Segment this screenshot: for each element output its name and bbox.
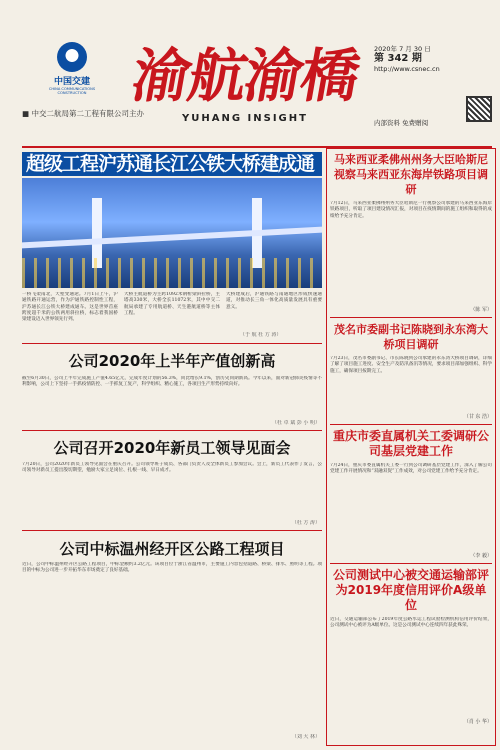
story2-title: 茂名市委副书记陈晓到永东湾大桥项目调研: [334, 323, 488, 351]
right-column: [330, 152, 492, 725]
section1-author: （杜 卓 斌 彭 小 明）: [272, 420, 320, 426]
lead-col-3: 大桥建成后，沪通铁路与南通地区形成快速通道，对推动长三角一体化高质量发展具有重要意义。: [226, 292, 322, 310]
section-divider: [22, 530, 322, 531]
masthead: [0, 0, 500, 150]
newspaper-title-en: YUHANG INSIGHT: [182, 113, 308, 124]
story3-title: 重庆市委直属机关工委调研公司基层党建工作: [332, 429, 489, 458]
city-lights: [22, 258, 322, 288]
story-divider: [330, 563, 492, 564]
issue-note: 内部资料 免费赠阅: [374, 119, 429, 127]
story4-title: 公司测试中心被交通运输部评为2019年度信用评价A级单位: [332, 568, 489, 612]
story-divider: [330, 424, 492, 425]
lead-author: （于 航 杜 方 涛）: [240, 332, 282, 338]
section-divider: [22, 343, 322, 344]
story-divider: [330, 317, 492, 318]
story3-body: 7月24日，重庆市委直属机关工委一行到公司调研基层党建工作，深入了解公司党建工作开展情况和“双融双促”工作成效，对公司党建工作给予充分肯定。: [330, 463, 492, 475]
story3-author: （李 毅）: [470, 553, 492, 559]
website-link[interactable]: http://www.csnec.cn: [374, 65, 440, 73]
section1-body: 截至6月30日，公司上半年完成施工产值4.65亿元，完成年度计划的56.3%，同比增长9.1%，创历史同期新高。今年以来，面对新冠肺炎疫情等不利影响，公司上下坚持一手抓疫情防控、一手抓复工复产，科学组织、精心施工，各项目生产形势持续向好。: [22, 376, 322, 388]
section3-title: 公司中标温州经开区公路工程项目: [59, 540, 285, 558]
lead-col-2: 大桥主航道桥为主跨1092米钢桁梁斜拉桥，主塔高330米，大桥全长11072米，其中中交二航局承建了专用航道桥、天生港航道桥等主体工程。: [124, 292, 220, 316]
lead-col-1: 一桥飞架南北，天堑变通途。7月1日上午，沪通铁路开通运营，作为沪通铁路控制性工程，沪苏通长江公铁大桥建成通车。这是世界首座跨度超千米的公铁两用斜拉桥，标志着我国桥梁建设迈入世界领先行列。: [22, 292, 118, 323]
logo-cn-text: 中国交建: [53, 77, 90, 87]
issue-date: 2020年 7 月 30 日: [374, 45, 431, 53]
section3-body: 近日，公司中标温州经开区公路工程项目，中标金额约3.2亿元。该项目位于浙江省温州市，主要施工内容包括道路、桥梁、排水、照明等工程。项目的中标为公司进一步开拓华东市场奠定了良好基础。: [22, 562, 322, 574]
company-logo: [34, 42, 110, 95]
bridge-deck: [22, 225, 322, 250]
story1-author: （陈 军）: [470, 307, 492, 313]
logo-en-text: CHINA COMMUNICATIONS CONSTRUCTION: [48, 87, 96, 95]
section-divider: [22, 430, 322, 431]
issue-info: [374, 44, 494, 74]
story4-author: （肖 小 华）: [463, 719, 492, 725]
story4-body: 近日，交通运输部公布了2019年度公路水运工程试验检测机构信用评价结果，公司测试中心被评为A级单位。这是公司测试中心连续四年获此殊荣。: [330, 617, 492, 629]
qr-code-icon: [466, 96, 492, 122]
bridge-photo: [22, 178, 322, 288]
sponsor-line: ■ 中交二航局第二工程有限公司主办: [22, 109, 144, 118]
ccc-logo-icon: [57, 42, 87, 72]
story2-author: （甘 东 浩）: [463, 414, 492, 420]
story1-title: 马来西亚柔佛州州务大臣哈斯尼视察马来西亚东海岸铁路项目调研: [334, 153, 488, 196]
lead-headline: 超级工程沪苏通长江公铁大桥建成通: [22, 152, 322, 176]
section3-author: （刘 大 林）: [291, 734, 320, 740]
newspaper-title: 渝航渝橋: [127, 42, 364, 110]
section1-title: 公司2020年上半年产值创新高: [68, 352, 276, 370]
section2-title: 公司召开2020年新员工领导见面会: [53, 439, 291, 457]
story2-body: 7月23日，茂名市委副书记、市长陈晓到公司承建的永东湾大桥项目调研，详细了解了项目施工进度、安全生产及防汛备汛等情况，要求项目部加强组织、科学施工，确保项目按期完工。: [330, 356, 492, 374]
section2-body: 7月20日，公司2020年新员工领导见面会在重庆召开。公司领导班子成员、各部门负责人及全体新员工参加会议。会上，新员工代表作了发言，公司领导对新员工提出殷切期望，勉励大家立足岗位、扎根一线、早日成才。: [22, 462, 322, 474]
story1-body: 7月12日，马来西亚柔佛州州务大臣哈斯尼一行视察公司承建的马来西亚东海岸铁路项目，听取了项目建设情况汇报，对项目在疫情期间的施工组织和取得的成绩给予充分肯定。: [330, 201, 492, 219]
issue-number: 第 342 期: [374, 53, 422, 64]
section2-author: （杜 方 涛）: [291, 520, 320, 526]
